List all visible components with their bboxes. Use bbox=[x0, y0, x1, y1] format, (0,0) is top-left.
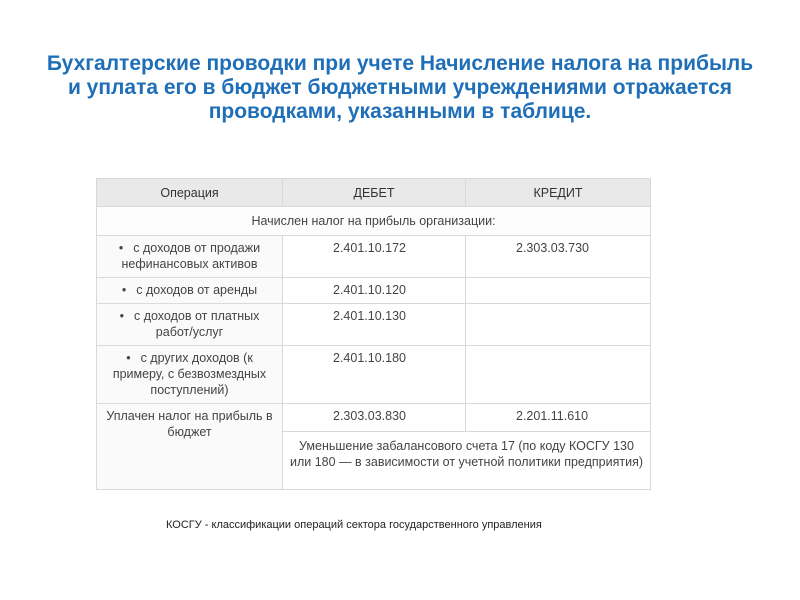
credit-cell bbox=[466, 346, 651, 404]
header-debit: ДЕБЕТ bbox=[283, 179, 466, 207]
table-row bbox=[97, 278, 651, 304]
bullet: • bbox=[126, 351, 131, 365]
credit-cell bbox=[466, 304, 651, 346]
paid-operation-cell: Уплачен налог на прибыль в бюджет bbox=[97, 404, 283, 490]
table-row bbox=[97, 404, 651, 432]
operation-cell bbox=[97, 304, 283, 346]
table-row bbox=[97, 236, 651, 278]
paid-credit-cell: 2.201.11.610 bbox=[466, 404, 651, 432]
operation-cell bbox=[97, 346, 283, 404]
section-accrued-label: Начислен налог на прибыль организации: bbox=[97, 207, 651, 236]
operation-cell bbox=[97, 236, 283, 278]
kosgu-footnote: КОСГУ - классификации операций сектора государственного управления bbox=[166, 519, 542, 531]
table-row bbox=[97, 346, 651, 404]
bullet: • bbox=[118, 241, 124, 255]
debit-cell: 2.401.10.120 bbox=[283, 278, 466, 304]
operation-text: с доходов от продажи нефинансовых активов bbox=[121, 241, 261, 271]
credit-cell: 2.303.03.730 bbox=[466, 236, 651, 278]
table-header-row bbox=[97, 179, 651, 207]
header-operation: Операция bbox=[97, 179, 283, 207]
paid-debit-cell: 2.303.03.830 bbox=[283, 404, 466, 432]
operation-text: с доходов от аренды bbox=[136, 283, 258, 297]
postings-table bbox=[96, 178, 651, 490]
operation-text: с других доходов (к примеру, с безвозмездных поступлений) bbox=[112, 351, 267, 397]
operation-cell bbox=[97, 278, 283, 304]
section-row bbox=[97, 207, 651, 236]
page-title: Бухгалтерские проводки при учете Начисление налога на прибыль и уплата его в бюджет бюджетными учреждениями отражается проводками, указанными в таблице. bbox=[46, 52, 754, 123]
operation-text: с доходов от платных работ/услуг bbox=[133, 309, 260, 339]
debit-cell: 2.401.10.172 bbox=[283, 236, 466, 278]
table-row bbox=[97, 304, 651, 346]
bullet: • bbox=[119, 309, 124, 323]
credit-cell bbox=[466, 278, 651, 304]
header-credit: КРЕДИТ bbox=[466, 179, 651, 207]
debit-cell: 2.401.10.180 bbox=[283, 346, 466, 404]
debit-cell: 2.401.10.130 bbox=[283, 304, 466, 346]
off-balance-note: Уменьшение забалансового счета 17 (по коду КОСГУ 130 или 180 — в зависимости от учетной политики предприятия) bbox=[283, 432, 651, 490]
bullet: • bbox=[121, 283, 127, 297]
